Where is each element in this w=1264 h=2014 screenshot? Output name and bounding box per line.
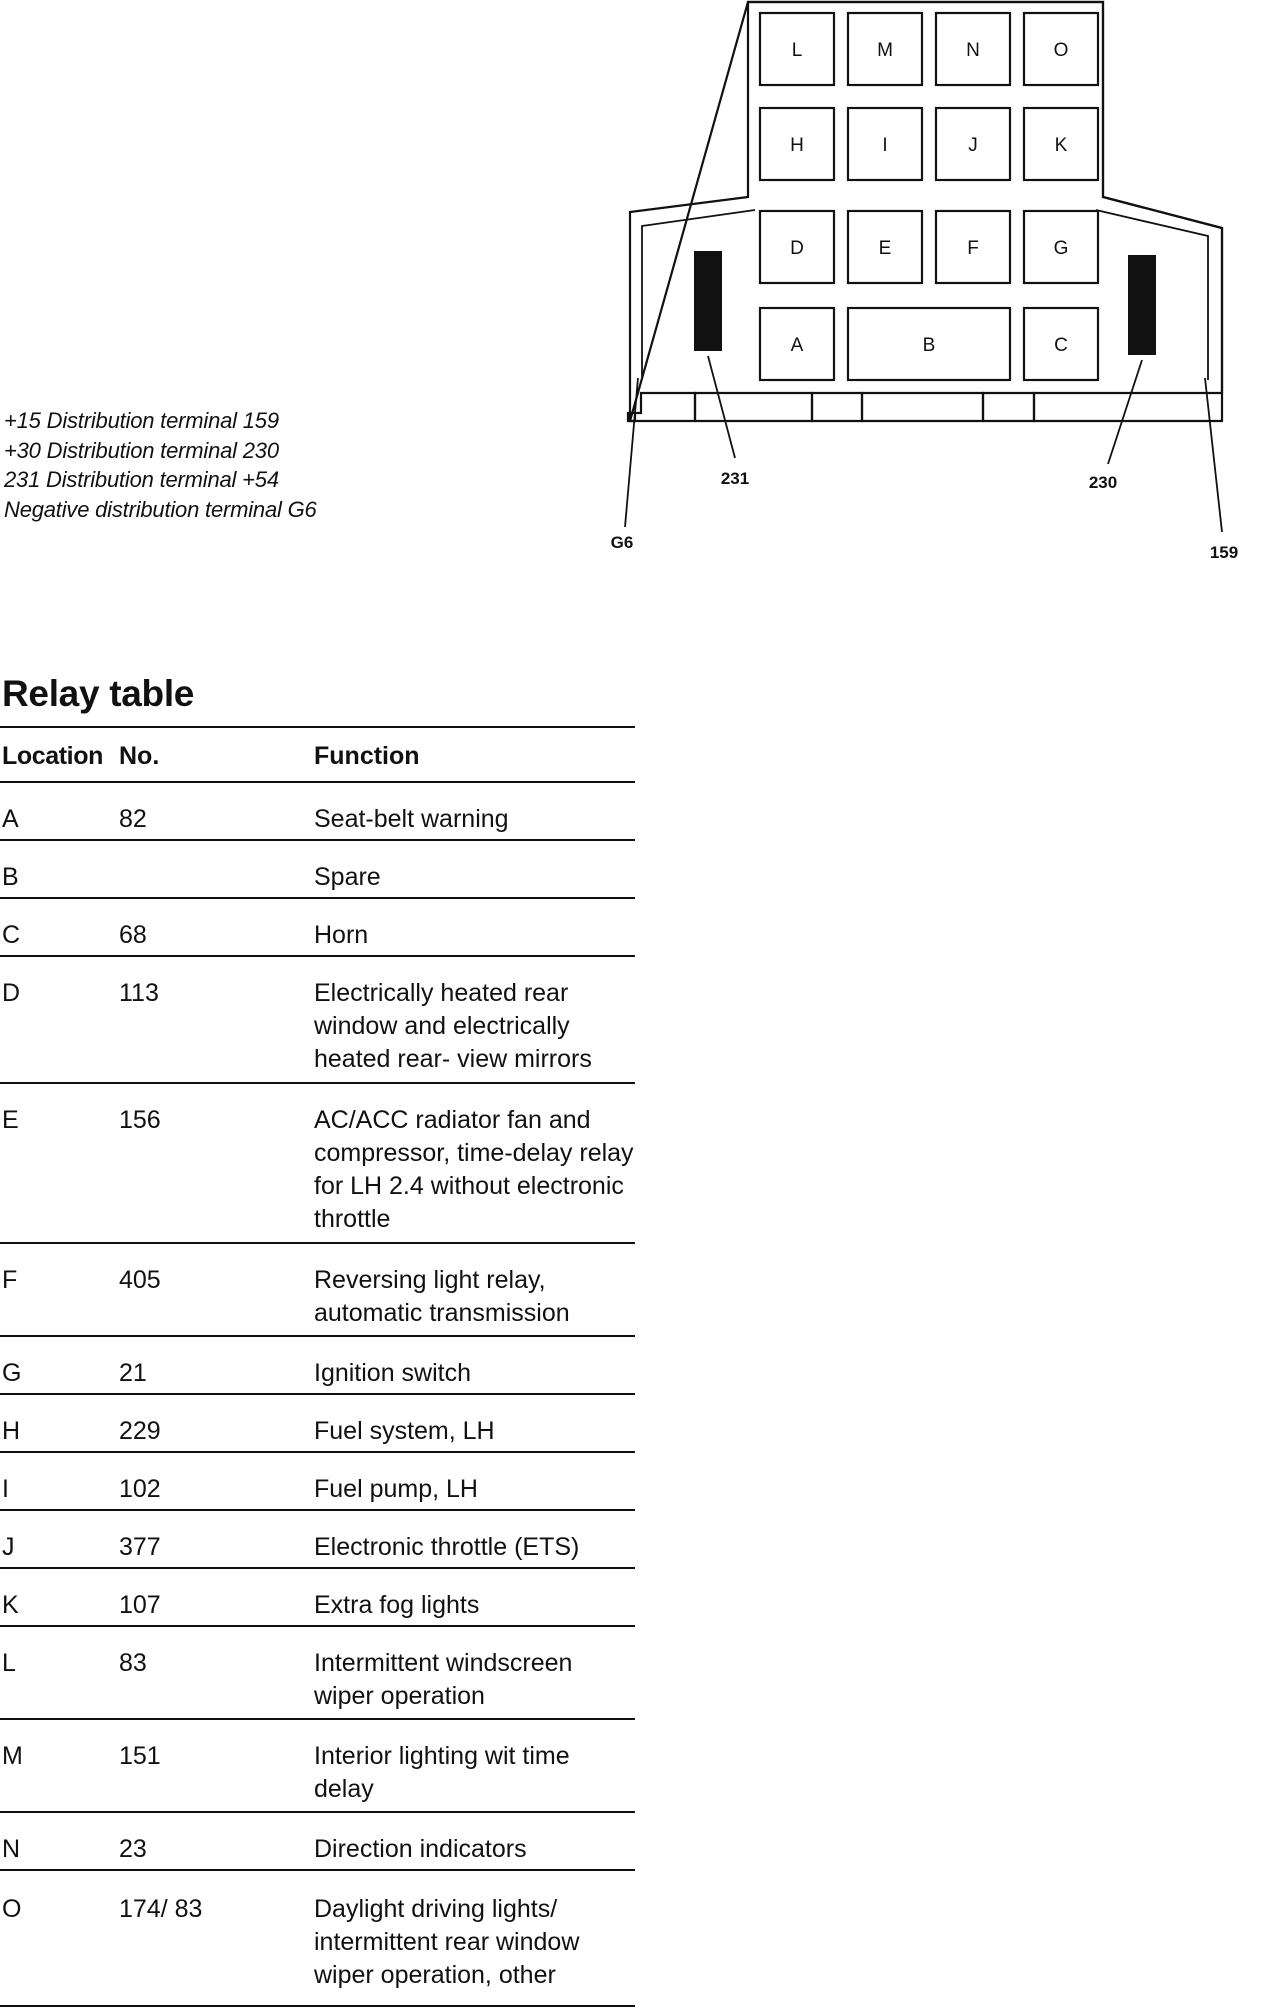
table-row [0,783,635,841]
table-title: Relay table [2,673,195,714]
cell-location: H [2,1417,21,1445]
table-row [0,1337,635,1395]
cell-function: Fuel system, LH [314,1417,495,1445]
relay-label: I [882,135,888,156]
relay-G [1024,211,1098,283]
header-location: Location [2,742,103,770]
terminal-230-bar [1128,255,1156,355]
cell-no: 377 [119,1533,161,1561]
table-header [0,728,635,783]
cell-location: C [2,921,21,949]
relay-I [848,108,922,180]
cell-function: Spare [314,863,381,891]
relay-label: J [968,135,978,156]
cell-location: D [2,979,21,1007]
cell-no: 156 [119,1106,161,1134]
relay-label: H [790,135,804,156]
cell-location: J [2,1533,15,1561]
cell-no: 151 [119,1742,161,1770]
table-row [0,841,635,899]
relay-J [936,108,1010,180]
relay-label: C [1054,335,1068,356]
terminal-legend [4,406,564,524]
cell-function: Electrically heated rear window and electrically heated rear- view mirrors [314,979,592,1073]
relay-label: A [790,335,804,356]
table-row [0,899,635,957]
cell-function: Intermittent windscreen wiper operation [314,1649,573,1710]
terminal-231-bar [694,251,722,351]
relay-H [760,108,834,180]
relay-K [1024,108,1098,180]
header-no: No. [119,742,160,770]
cell-location: K [2,1591,19,1619]
cell-function: Direction indicators [314,1835,527,1863]
cell-location: G [2,1359,22,1387]
cell-location: F [2,1266,18,1294]
cell-location: N [2,1835,21,1863]
relay-label: G [1053,238,1069,259]
cell-function: Seat-belt warning [314,805,509,833]
leader-230 [1108,360,1142,464]
table-row [0,1511,635,1569]
relay-O [1024,13,1098,85]
table-row [0,1244,635,1337]
relay-table [0,672,635,2007]
relay-C [1024,308,1098,380]
cell-no: 82 [119,805,147,833]
cell-location: E [2,1106,19,1134]
cell-function: Fuel pump, LH [314,1475,478,1503]
relay-label: N [966,40,980,61]
table-row [0,1871,635,2007]
cell-location: O [2,1895,22,1923]
leader-159 [1205,378,1222,532]
cell-function: Horn [314,921,369,949]
table-row [0,957,635,1084]
leader-231 [708,356,735,458]
table-row [0,1569,635,1627]
table-row [0,1813,635,1871]
cell-no: 174/ 83 [119,1895,203,1923]
table-row [0,1084,635,1244]
terminal-label-159: 159 [1209,543,1239,560]
cell-function: Interior lighting wit time delay [314,1742,570,1803]
cell-no: 405 [119,1266,161,1294]
legend-line: +30 Distribution terminal 230 [4,437,279,463]
cell-location: M [2,1742,23,1770]
relay-N [936,13,1010,85]
table-row [0,1627,635,1720]
cell-location: B [2,863,19,891]
cell-location: I [2,1475,9,1503]
cell-no: 21 [119,1359,147,1387]
cell-function: AC/ACC radiator fan and compressor, time-delay relay for LH 2.4 without electronic throttle [314,1106,634,1233]
cell-function: Ignition switch [314,1359,472,1387]
cell-function: Electronic throttle (ETS) [314,1533,580,1561]
legend-line: 231 Distribution terminal +54 [4,467,279,492]
relay-label: M [877,40,893,61]
cell-function: Reversing light relay, automatic transmission [314,1266,570,1327]
cell-no: 113 [119,979,159,1007]
relay-E [848,211,922,283]
relay-label: O [1053,40,1069,61]
leader-G6 [625,378,638,527]
table-row [0,1395,635,1453]
relay-F [936,211,1010,283]
legend-line: +15 Distribution terminal 159 [4,408,279,433]
relay-D [760,211,834,283]
relay-label: E [878,238,892,259]
cell-no: 229 [119,1417,161,1445]
relay-label: L [791,40,803,61]
terminal-label-230: 230 [1088,473,1118,492]
relay-B [848,308,1010,380]
table-row [0,1453,635,1511]
legend-line: Negative distribution terminal G6 [4,496,317,522]
cell-location: L [2,1649,16,1677]
relay-L [760,13,834,85]
relay-A [760,308,834,380]
cell-no: 83 [119,1649,147,1677]
relay-label: B [922,335,936,356]
cell-no: 68 [119,921,147,949]
relay-label: F [967,238,979,259]
terminal-label-G6: G6 [610,533,634,552]
cell-location: A [2,805,19,833]
cell-function: Extra fog lights [314,1591,480,1619]
relay-label: D [790,238,804,259]
cell-function: Daylight driving lights/ intermittent rear window wiper operation, other [314,1895,580,1989]
relay-label: K [1054,135,1068,156]
header-function: Function [314,742,420,770]
table-row [0,1720,635,1813]
cell-no: 23 [119,1835,147,1863]
terminal-label-231: 231 [720,469,750,488]
cell-no: 102 [119,1475,161,1503]
cell-no: 107 [119,1591,161,1619]
relay-M [848,13,922,85]
